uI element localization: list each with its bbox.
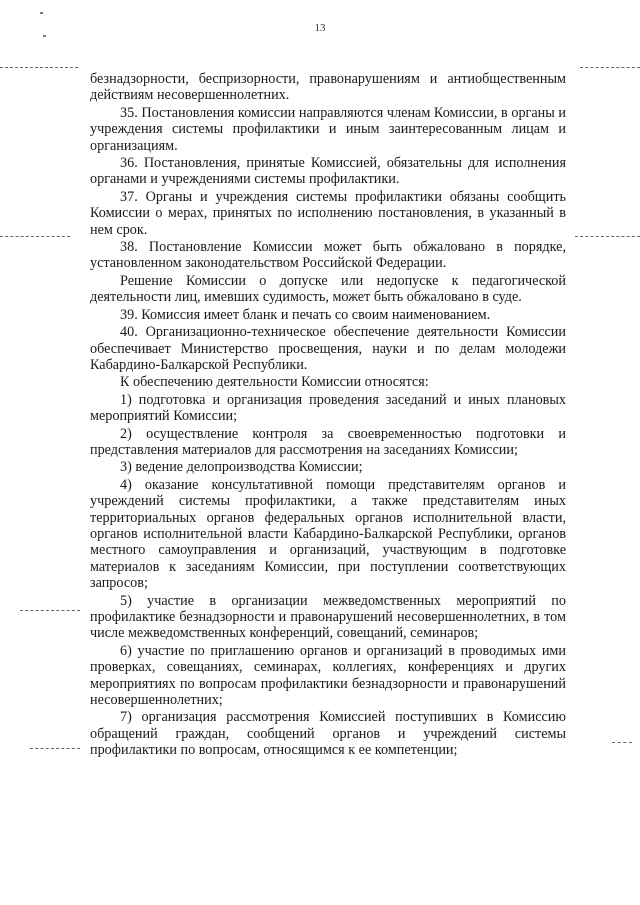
list-item-2: 2) осуществление контроля за своевременностью подготовки и представления материалов для рассмотрения на заседаниях Комиссии; bbox=[90, 425, 566, 458]
clause-37: 37. Органы и учреждения системы профилактики обязаны сообщить Комиссии о мерах, принятых по исполнению постановления, в указанный в нем срок. bbox=[90, 188, 566, 238]
scan-line bbox=[0, 236, 70, 237]
list-item-4: 4) оказание консультативной помощи представителям органов и учреждений системы профилактики, а также представителям иных территориальных органов федеральных органов исполнительной власти, органов исполнительной власти Кабардино-Балкарской Республики, органов местного самоуправления и организаций, участвующим в подготовке материалов к заседаниям Комиссии, при поступлении соответствующих запросов; bbox=[90, 476, 566, 592]
list-item-3: 3) ведение делопроизводства Комиссии; bbox=[120, 459, 363, 476]
clause-35: 35. Постановления комиссии направляются членам Комиссии, в органы и учреждения системы профилактики и иным заинтересованным лицам и организациям. bbox=[90, 104, 566, 154]
scan-line bbox=[575, 236, 640, 237]
page-number: 13 bbox=[314, 22, 326, 34]
list-item-1: 1) подготовка и организация проведения заседаний и иных плановых мероприятий Комиссии; bbox=[90, 391, 566, 425]
document-body bbox=[90, 71, 566, 759]
clause-38-appeal: Решение Комиссии о допуске или недопуске к педагогической деятельности лиц, имевших судимость, может быть обжаловано в суде. bbox=[90, 272, 566, 306]
list-item-6: 6) участие по приглашению органов и организаций в проводимых ими проверках, совещаниях, семинарах, коллегиях, конференциях и других мероприятиях по вопросам профилактики безнадзорности и правонарушений несовершеннолетних; bbox=[90, 642, 566, 709]
scan-line bbox=[612, 742, 632, 743]
scan-line bbox=[20, 610, 80, 611]
scan-mark bbox=[43, 35, 46, 37]
clause-38: 38. Постановление Комиссии может быть обжаловано в порядке, установленном законодательством Российской Федерации. bbox=[90, 239, 566, 272]
clause-36: 36. Постановления, принятые Комиссией, обязательны для исполнения органами и учреждениями системы профилактики. bbox=[90, 155, 566, 188]
clause-39: 39. Комиссия имеет бланк и печать со своим наименованием. bbox=[120, 306, 491, 323]
scan-line bbox=[580, 67, 640, 68]
list-item-7: 7) организация рассмотрения Комиссией поступивших в Комиссию обращений граждан, сообщений органов и учреждений системы профилактики по вопросам, относящимся к ее компетенции; bbox=[90, 709, 566, 759]
clause-40: 40. Организационно-техническое обеспечение деятельности Комиссии обеспечивает Министерство просвещения, науки и по делам молодежи Кабардино-Балкарской Республики. bbox=[90, 324, 566, 373]
paragraph-continuation: безнадзорности, беспризорности, правонарушениям и антиобщественным действиям несовершеннолетних. bbox=[90, 71, 566, 104]
clause-40-intro: К обеспечению деятельности Комиссии относятся: bbox=[120, 374, 429, 391]
list-item-5: 5) участие в организации межведомственных мероприятий по профилактике безнадзорности и правонарушений несовершеннолетних, в том числе межведомственных конференций, совещаний, семинаров; bbox=[90, 592, 566, 642]
scan-mark bbox=[40, 12, 43, 14]
scan-line bbox=[0, 67, 78, 68]
scan-line bbox=[30, 748, 80, 749]
